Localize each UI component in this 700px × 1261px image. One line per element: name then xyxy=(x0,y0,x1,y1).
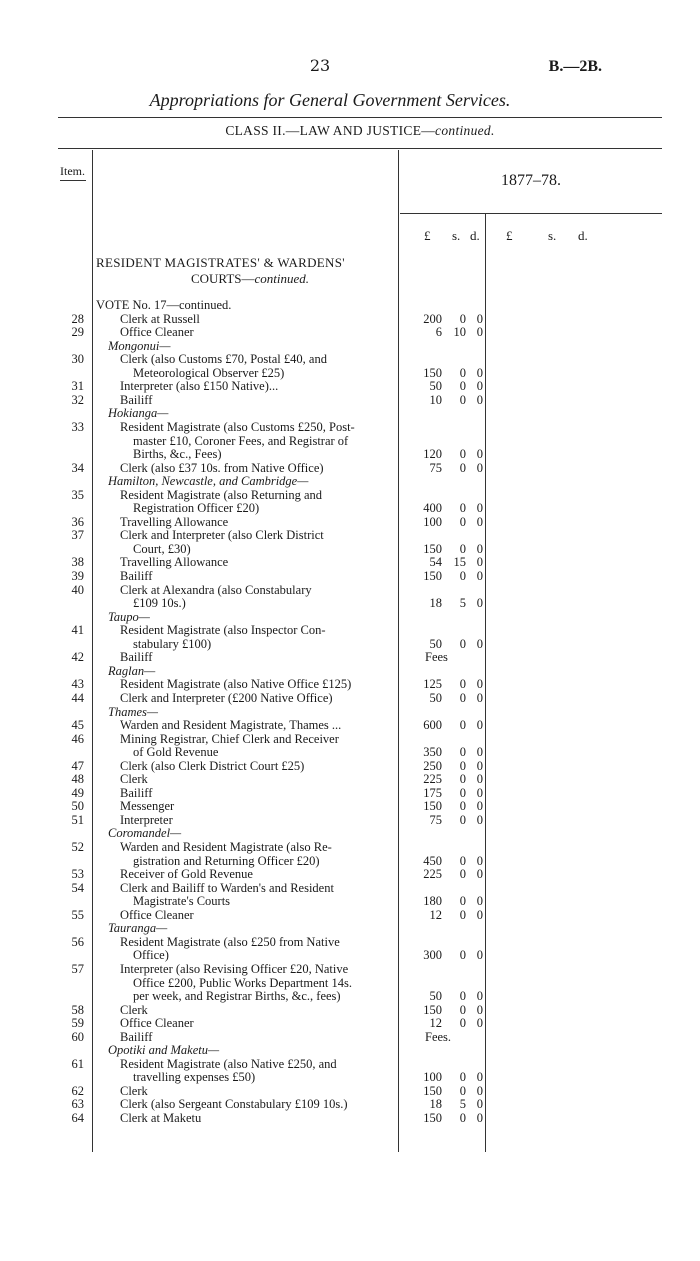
amount-pounds: 450 xyxy=(423,853,442,868)
table-row xyxy=(0,935,700,949)
table-row xyxy=(0,1016,700,1030)
amount-shillings: 0 xyxy=(459,853,466,868)
item-description: Thames— xyxy=(108,704,159,719)
item-number: 57 xyxy=(71,961,84,976)
table-row xyxy=(0,745,700,759)
amount-pence: 0 xyxy=(476,1016,483,1031)
amount-pence: 0 xyxy=(476,989,483,1004)
table-row xyxy=(0,623,700,637)
item-description: Clerk and Interpreter (also Clerk District xyxy=(120,528,324,543)
amount-pence: 0 xyxy=(476,311,483,326)
item-description: Opotiki and Maketu— xyxy=(108,1043,220,1058)
item-number: 39 xyxy=(71,569,84,583)
table-row xyxy=(0,732,700,746)
amount-pence: 0 xyxy=(476,365,483,380)
item-description: Court, £30) xyxy=(133,541,191,556)
table-row xyxy=(0,1030,700,1044)
amount-pounds: 120 xyxy=(423,447,442,462)
table-row xyxy=(0,908,700,922)
item-number: 29 xyxy=(71,325,84,340)
amount-shillings: 0 xyxy=(459,311,466,326)
amount-shillings: 0 xyxy=(459,1002,466,1017)
amount-shillings: 0 xyxy=(459,1083,466,1098)
item-description: Clerk xyxy=(120,772,148,787)
header-rule xyxy=(58,148,662,149)
table-row xyxy=(0,610,700,624)
item-number: 60 xyxy=(71,1029,84,1044)
item-description: Warden and Resident Magistrate (also Re- xyxy=(120,840,332,854)
table-row xyxy=(0,1043,700,1057)
amount-shillings: 0 xyxy=(459,392,466,407)
amount-pounds: 200 xyxy=(423,311,442,326)
section-heading: RESIDENT MAGISTRATES' & WARDENS' xyxy=(96,255,345,270)
table-row xyxy=(0,325,700,339)
table-row xyxy=(0,1084,700,1098)
table-row xyxy=(0,813,700,827)
table-row xyxy=(0,976,700,990)
amount-pounds: 175 xyxy=(423,785,442,800)
item-description: gistration and Returning Officer £20) xyxy=(133,853,320,868)
item-description: Interpreter xyxy=(120,812,173,827)
amount-pence: 0 xyxy=(476,867,483,882)
item-description: Clerk and Interpreter (£200 Native Office) xyxy=(120,690,333,705)
table-row xyxy=(0,786,700,800)
table-row xyxy=(0,799,700,813)
money-header-rule xyxy=(400,213,662,214)
amount-shillings: 0 xyxy=(459,785,466,800)
item-number: 37 xyxy=(71,528,84,543)
item-description: Raglan— xyxy=(108,663,156,678)
item-number: 59 xyxy=(71,1016,84,1031)
table-row xyxy=(0,664,700,678)
class-title xyxy=(60,123,660,139)
table-row xyxy=(0,528,700,542)
page-number: 23 xyxy=(309,56,331,75)
table-row xyxy=(0,298,700,312)
amount-pounds: 225 xyxy=(423,867,442,882)
item-description: Clerk (also Sergeant Constabulary £109 10s.) xyxy=(120,1097,348,1112)
table-row xyxy=(0,583,700,597)
table-row xyxy=(0,488,700,502)
amount-shillings: 0 xyxy=(459,636,466,651)
item-description: master £10, Coroner Fees, and Registrar of xyxy=(133,433,349,448)
amount-pounds: 150 xyxy=(423,799,442,814)
amount-shillings: 0 xyxy=(459,745,466,760)
pounds-header-1: £ xyxy=(424,228,431,243)
item-description: Clerk xyxy=(120,1083,148,1098)
amount-pounds: 600 xyxy=(423,718,442,733)
item-description: Clerk at Maketu xyxy=(120,1111,202,1125)
amount-shillings: 15 xyxy=(453,555,466,570)
amount-shillings: 0 xyxy=(459,365,466,380)
class-title-suffix: continued. xyxy=(435,123,495,138)
table-row xyxy=(0,461,700,475)
table-row xyxy=(0,447,700,461)
amount-pounds: 400 xyxy=(423,501,442,516)
item-number: 47 xyxy=(71,758,84,773)
item-number: 56 xyxy=(71,934,84,949)
table-row xyxy=(0,759,700,773)
table-row xyxy=(0,705,700,719)
item-description: Office Cleaner xyxy=(120,325,194,340)
amount-pence: 0 xyxy=(476,460,483,475)
table-row xyxy=(0,474,700,488)
amount-pounds: 50 xyxy=(429,636,442,651)
amount-pounds: 10 xyxy=(429,392,442,407)
item-description: Receiver of Gold Revenue xyxy=(120,867,253,882)
item-number: 52 xyxy=(71,840,84,854)
item-description: £109 10s.) xyxy=(133,596,186,611)
amount-pounds: 250 xyxy=(423,758,442,773)
table-row xyxy=(0,501,700,515)
amount-pence: 0 xyxy=(476,745,483,760)
amount-shillings: 0 xyxy=(459,772,466,787)
amount-pence: 0 xyxy=(476,447,483,462)
amount-shillings: 0 xyxy=(459,799,466,814)
amount-shillings: 0 xyxy=(459,1111,466,1125)
amount-pence: 0 xyxy=(476,541,483,556)
table-row xyxy=(0,1097,700,1111)
amount-shillings: 0 xyxy=(459,718,466,733)
item-number: 54 xyxy=(71,880,84,895)
table-row xyxy=(0,840,700,854)
table-row xyxy=(0,677,700,691)
shillings-header-1: s. xyxy=(452,228,461,243)
amount-pence: 0 xyxy=(476,1083,483,1098)
amount-shillings: 0 xyxy=(459,569,466,583)
item-description: Office Cleaner xyxy=(120,907,194,922)
item-number: 38 xyxy=(71,555,84,570)
table-row xyxy=(0,379,700,393)
table-row xyxy=(0,420,700,434)
amount-pounds: 300 xyxy=(423,948,442,963)
item-description: VOTE No. 17—continued. xyxy=(96,298,232,312)
amount-pounds: 50 xyxy=(429,690,442,705)
item-description: Office Cleaner xyxy=(120,1016,194,1031)
table-row xyxy=(0,854,700,868)
document-reference: B.—2B. xyxy=(548,58,602,75)
item-header-rule xyxy=(60,180,86,181)
item-description: Bailiff xyxy=(120,785,153,800)
item-number: 44 xyxy=(71,690,84,705)
item-number: 43 xyxy=(71,677,84,692)
item-number: 42 xyxy=(71,650,84,665)
amount-pounds: 75 xyxy=(429,460,442,475)
amount-pounds: 12 xyxy=(429,907,442,922)
amount-pounds: 6 xyxy=(435,325,442,340)
amount-pounds: 75 xyxy=(429,812,442,827)
amount-pounds: 18 xyxy=(429,596,442,611)
amount-pence: 0 xyxy=(476,501,483,516)
table-row xyxy=(0,867,700,881)
item-description: Clerk and Bailiff to Warden's and Resident xyxy=(120,880,334,895)
item-description: per week, and Registrar Births, &c., fees) xyxy=(133,989,341,1004)
section-heading-line2: COURTS— xyxy=(190,271,255,286)
item-description: Clerk at Russell xyxy=(120,311,200,326)
amount-pounds: 12 xyxy=(429,1016,442,1031)
table-row xyxy=(0,718,700,732)
item-description: Bailiff xyxy=(120,392,153,407)
amount-shillings: 0 xyxy=(459,989,466,1004)
section-heading-continued xyxy=(150,271,350,287)
amount-pence: 0 xyxy=(476,799,483,814)
table-row xyxy=(0,826,700,840)
table-row xyxy=(0,555,700,569)
amount-fees: Fees. xyxy=(425,1029,452,1044)
amount-pence: 0 xyxy=(476,325,483,340)
amount-pence: 0 xyxy=(476,907,483,922)
amount-shillings: 0 xyxy=(459,948,466,963)
table-row xyxy=(0,542,700,556)
amount-pounds: 18 xyxy=(429,1097,442,1112)
amount-pence: 0 xyxy=(476,948,483,963)
amount-pounds: 100 xyxy=(423,1070,442,1085)
item-description: Clerk (also £37 10s. from Native Office) xyxy=(120,460,324,475)
table-row xyxy=(0,366,700,380)
table-row xyxy=(0,406,700,420)
item-description: Resident Magistrate (also Customs £250, Post- xyxy=(120,419,355,434)
item-description: Messenger xyxy=(120,799,175,814)
pounds-header-2: £ xyxy=(506,228,513,243)
table-row xyxy=(0,881,700,895)
amount-pence: 0 xyxy=(476,392,483,407)
amount-pounds: 225 xyxy=(423,772,442,787)
pence-header-2: d. xyxy=(578,228,588,243)
item-description: Bailiff xyxy=(120,569,153,583)
item-description: Hokianga— xyxy=(108,406,169,421)
amount-shillings: 0 xyxy=(459,894,466,909)
item-description: Clerk (also Customs £70, Postal £40, and xyxy=(120,352,327,367)
item-number: 32 xyxy=(71,392,84,407)
pence-header-1: d. xyxy=(470,228,480,243)
amount-pence: 0 xyxy=(476,812,483,827)
amount-pounds: 180 xyxy=(423,894,442,909)
item-description: Office) xyxy=(133,948,169,963)
table-row xyxy=(0,948,700,962)
table-row xyxy=(0,1003,700,1017)
table-row xyxy=(0,650,700,664)
table-row xyxy=(0,352,700,366)
amount-pounds: 50 xyxy=(429,379,442,394)
table-row xyxy=(0,1111,700,1125)
item-description: Warden and Resident Magistrate, Thames ... xyxy=(120,718,342,733)
table-row xyxy=(0,894,700,908)
amount-pounds: 100 xyxy=(423,514,442,529)
amount-pence: 0 xyxy=(476,1111,483,1125)
table-row xyxy=(0,989,700,1003)
year-header: 1877–78. xyxy=(501,172,561,189)
item-number: 48 xyxy=(71,772,84,787)
amount-shillings: 0 xyxy=(459,1016,466,1031)
table-row xyxy=(0,569,700,583)
amount-pounds: 150 xyxy=(423,365,442,380)
table-row xyxy=(0,393,700,407)
item-description: Bailiff xyxy=(120,650,153,665)
item-description: Coromandel— xyxy=(108,826,182,841)
amount-shillings: 5 xyxy=(459,596,466,611)
item-description: Births, &c., Fees) xyxy=(133,447,222,462)
item-description: Resident Magistrate (also Native £250, and xyxy=(120,1056,337,1071)
table-row xyxy=(0,691,700,705)
item-number: 58 xyxy=(71,1002,84,1017)
amount-pounds: 350 xyxy=(423,745,442,760)
item-number: 49 xyxy=(71,785,84,800)
amount-shillings: 0 xyxy=(459,758,466,773)
table-row xyxy=(0,596,700,610)
item-header: Item. xyxy=(60,164,85,178)
item-number: 41 xyxy=(71,623,84,638)
amount-pence: 0 xyxy=(476,596,483,611)
item-number: 55 xyxy=(71,907,84,922)
table-row xyxy=(0,637,700,651)
amount-shillings: 0 xyxy=(459,1070,466,1085)
table-row xyxy=(0,515,700,529)
item-description: Travelling Allowance xyxy=(120,555,229,570)
amount-pence: 0 xyxy=(476,636,483,651)
amount-pounds: 50 xyxy=(429,989,442,1004)
amount-pounds: 125 xyxy=(423,677,442,692)
item-description: Mining Registrar, Chief Clerk and Receiver xyxy=(120,731,339,746)
amount-shillings: 0 xyxy=(459,501,466,516)
amount-pence: 0 xyxy=(476,555,483,570)
item-description: Clerk at Alexandra (also Constabulary xyxy=(120,582,312,597)
table-row xyxy=(0,434,700,448)
item-description: Resident Magistrate (also Inspector Con- xyxy=(120,623,326,638)
amount-pence: 0 xyxy=(476,569,483,583)
item-number: 53 xyxy=(71,867,84,882)
item-number: 33 xyxy=(71,419,84,434)
amount-shillings: 0 xyxy=(459,690,466,705)
item-description: Clerk (also Clerk District Court £25) xyxy=(120,758,305,773)
item-description: Resident Magistrate (also Returning and xyxy=(120,487,323,502)
item-description: Bailiff xyxy=(120,1029,153,1044)
amount-pence: 0 xyxy=(476,894,483,909)
amount-pence: 0 xyxy=(476,758,483,773)
amount-fees: Fees xyxy=(425,650,448,665)
amount-pence: 0 xyxy=(476,1097,483,1112)
item-description: Taupo— xyxy=(108,609,150,624)
amount-shillings: 0 xyxy=(459,867,466,882)
amount-pounds: 150 xyxy=(423,1002,442,1017)
item-number: 51 xyxy=(71,812,84,827)
amount-shillings: 0 xyxy=(459,379,466,394)
amount-pounds: 54 xyxy=(429,555,442,570)
item-number: 61 xyxy=(71,1056,84,1071)
amount-pence: 0 xyxy=(476,785,483,800)
item-description: Mongonui— xyxy=(108,338,171,353)
item-description: stabulary £100) xyxy=(133,636,212,651)
item-number: 36 xyxy=(71,514,84,529)
amount-shillings: 5 xyxy=(459,1097,466,1112)
item-number: 64 xyxy=(71,1111,84,1125)
amount-pounds: 150 xyxy=(423,541,442,556)
item-number: 63 xyxy=(71,1097,84,1112)
class-title-text: CLASS II.—LAW AND JUSTICE— xyxy=(225,123,436,138)
amount-shillings: 0 xyxy=(459,907,466,922)
item-number: 28 xyxy=(71,311,84,326)
item-number: 62 xyxy=(71,1083,84,1098)
section-heading-suffix: continued. xyxy=(254,271,310,286)
item-description: Tauranga— xyxy=(108,921,168,936)
amount-shillings: 0 xyxy=(459,541,466,556)
amount-shillings: 0 xyxy=(459,812,466,827)
amount-shillings: 0 xyxy=(459,447,466,462)
amount-pounds: 150 xyxy=(423,1083,442,1098)
item-description: Travelling Allowance xyxy=(120,514,229,529)
amount-shillings: 0 xyxy=(459,514,466,529)
table-row xyxy=(0,312,700,326)
amount-pounds: 150 xyxy=(423,1111,442,1125)
item-number: 34 xyxy=(71,460,84,475)
amount-pounds: 150 xyxy=(423,569,442,583)
item-description: Interpreter (also Revising Officer £20, Native xyxy=(120,961,349,976)
item-number: 46 xyxy=(71,731,84,746)
table-row xyxy=(0,1070,700,1084)
item-description: Meteorological Observer £25) xyxy=(133,365,285,380)
table-row xyxy=(0,772,700,786)
amount-pence: 0 xyxy=(476,853,483,868)
item-number: 31 xyxy=(71,379,84,394)
item-number: 45 xyxy=(71,718,84,733)
item-description: Magistrate's Courts xyxy=(133,894,231,909)
amount-pence: 0 xyxy=(476,1002,483,1017)
amount-pence: 0 xyxy=(476,718,483,733)
item-number: 35 xyxy=(71,487,84,502)
page-title: Appropriations for General Government Services. xyxy=(149,90,511,110)
amount-shillings: 10 xyxy=(453,325,466,340)
amount-pence: 0 xyxy=(476,772,483,787)
amount-pence: 0 xyxy=(476,1070,483,1085)
amount-pence: 0 xyxy=(476,677,483,692)
item-description: Office £200, Public Works Department 14s. xyxy=(133,975,352,990)
item-description: travelling expenses £50) xyxy=(133,1070,256,1085)
item-description: Registration Officer £20) xyxy=(133,501,260,516)
item-description: Clerk xyxy=(120,1002,148,1017)
table-row xyxy=(0,962,700,976)
table-row xyxy=(0,921,700,935)
shillings-header-2: s. xyxy=(548,228,557,243)
item-description: Hamilton, Newcastle, and Cambridge— xyxy=(108,474,309,489)
amount-shillings: 0 xyxy=(459,460,466,475)
item-description: Interpreter (also £150 Native)... xyxy=(120,379,279,394)
title-rule xyxy=(58,117,662,118)
table-row xyxy=(0,1057,700,1071)
amount-pence: 0 xyxy=(476,690,483,705)
item-description: of Gold Revenue xyxy=(133,745,219,760)
table-row xyxy=(0,339,700,353)
item-number: 30 xyxy=(71,352,84,367)
amount-pence: 0 xyxy=(476,514,483,529)
amount-shillings: 0 xyxy=(459,677,466,692)
item-description: Resident Magistrate (also £250 from Native xyxy=(120,934,340,949)
item-number: 40 xyxy=(71,582,84,597)
item-number: 50 xyxy=(71,799,84,814)
item-description: Resident Magistrate (also Native Office £125) xyxy=(120,677,352,692)
amount-pence: 0 xyxy=(476,379,483,394)
